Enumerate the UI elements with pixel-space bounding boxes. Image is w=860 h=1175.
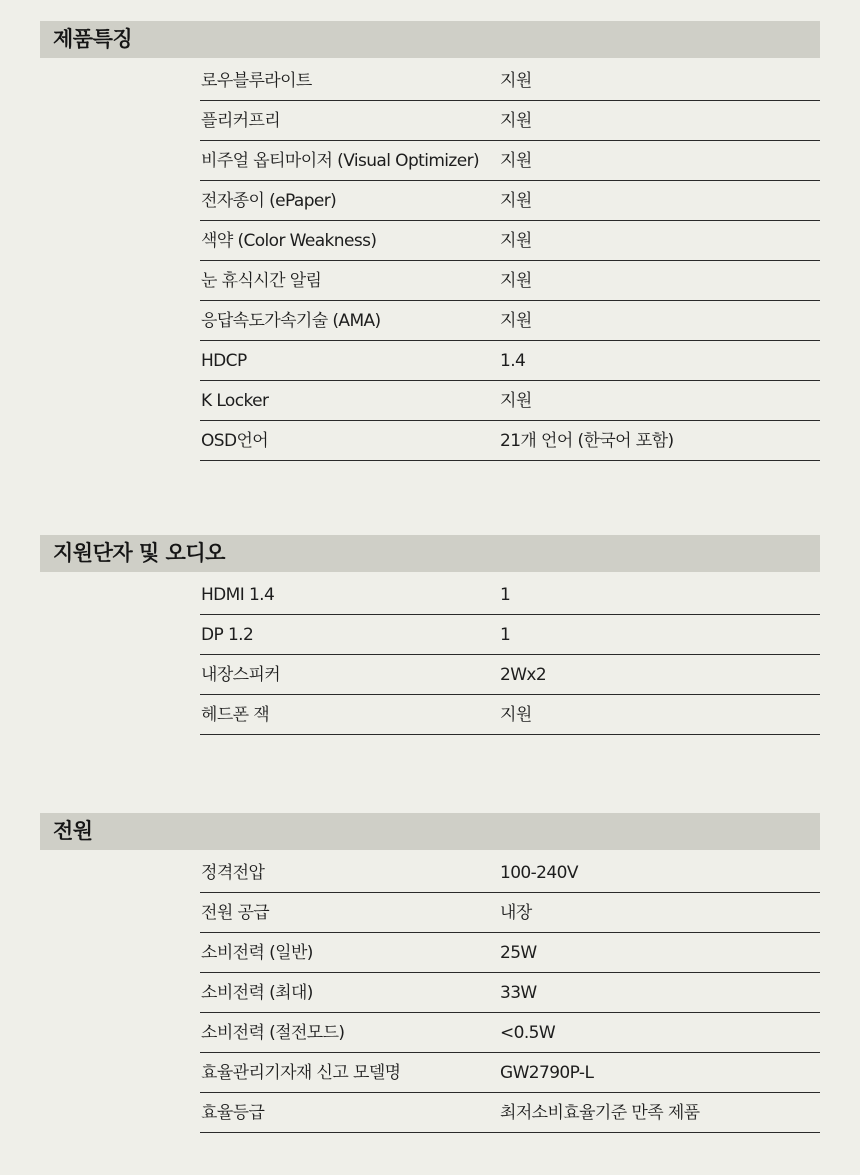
spec-value: 1.4	[500, 351, 526, 371]
table-row	[200, 381, 820, 421]
table-row	[200, 695, 820, 735]
spec-label: 헤드폰 잭	[201, 705, 270, 725]
spec-label: 플리커프리	[201, 111, 281, 131]
spec-label: K Locker	[201, 391, 269, 411]
table-row	[200, 61, 820, 101]
spec-value: 지원	[500, 151, 532, 171]
spec-label: 전자종이 (ePaper)	[201, 191, 337, 211]
spec-value: 1	[500, 585, 511, 605]
table-row	[200, 261, 820, 301]
spec-table	[200, 575, 820, 735]
section-header	[40, 813, 820, 850]
spec-value: 지원	[500, 311, 532, 331]
spec-value: <0.5W	[500, 1023, 556, 1043]
spec-value: 2Wx2	[500, 665, 547, 685]
spec-label: OSD언어	[201, 431, 269, 451]
spec-label: 비주얼 옵티마이저 (Visual Optimizer)	[201, 151, 480, 171]
spec-value: 지원	[500, 71, 532, 91]
table-row	[200, 893, 820, 933]
spec-label: HDCP	[201, 351, 247, 371]
spec-value: 21개 언어 (한국어 포함)	[500, 431, 674, 451]
spec-table	[200, 853, 820, 1133]
spec-value: 지원	[500, 271, 532, 291]
spec-label: 소비전력 (절전모드)	[201, 1023, 345, 1043]
spec-value: GW2790P-L	[500, 1063, 594, 1083]
spec-label: 소비전력 (일반)	[201, 943, 313, 963]
spec-label: 정격전압	[201, 863, 265, 883]
spec-value: 최저소비효율기준 만족 제품	[500, 1103, 700, 1123]
spec-label: HDMI 1.4	[201, 585, 275, 605]
section-header	[40, 535, 820, 572]
section-header	[40, 21, 820, 58]
spec-label: 눈 휴식시간 알림	[201, 271, 322, 291]
section-title: 전원	[53, 819, 93, 843]
spec-label: 응답속도가속기술 (AMA)	[201, 311, 381, 331]
spec-value: 33W	[500, 983, 537, 1003]
table-row	[200, 221, 820, 261]
table-row	[200, 973, 820, 1013]
spec-value: 지원	[500, 191, 532, 211]
spec-label: 로우블루라이트	[201, 71, 312, 91]
spec-label: DP 1.2	[201, 625, 254, 645]
table-row	[200, 341, 820, 381]
spec-value: 지원	[500, 231, 532, 251]
table-row	[200, 655, 820, 695]
table-row	[200, 1053, 820, 1093]
spec-label: 색약 (Color Weakness)	[201, 231, 377, 251]
spec-value: 25W	[500, 943, 537, 963]
table-row	[200, 575, 820, 615]
spec-label: 전원 공급	[201, 903, 270, 923]
spec-label: 소비전력 (최대)	[201, 983, 313, 1003]
spec-value: 지원	[500, 391, 532, 411]
table-row	[200, 1013, 820, 1053]
spec-value: 지원	[500, 705, 532, 725]
table-row	[200, 101, 820, 141]
spec-label: 내장스피커	[201, 665, 281, 685]
table-row	[200, 933, 820, 973]
table-row	[200, 1093, 820, 1133]
table-row	[200, 615, 820, 655]
spec-label: 효율관리기자재 신고 모델명	[201, 1063, 401, 1083]
section-title: 제품특징	[53, 27, 133, 51]
spec-label: 효율등급	[201, 1103, 265, 1123]
table-row	[200, 141, 820, 181]
table-row	[200, 301, 820, 341]
table-row	[200, 853, 820, 893]
table-row	[200, 181, 820, 221]
section-title: 지원단자 및 오디오	[53, 541, 225, 565]
spec-value: 내장	[500, 903, 532, 923]
table-row	[200, 421, 820, 461]
spec-value: 1	[500, 625, 511, 645]
spec-table	[200, 61, 820, 461]
spec-value: 지원	[500, 111, 532, 131]
spec-value: 100-240V	[500, 863, 578, 883]
